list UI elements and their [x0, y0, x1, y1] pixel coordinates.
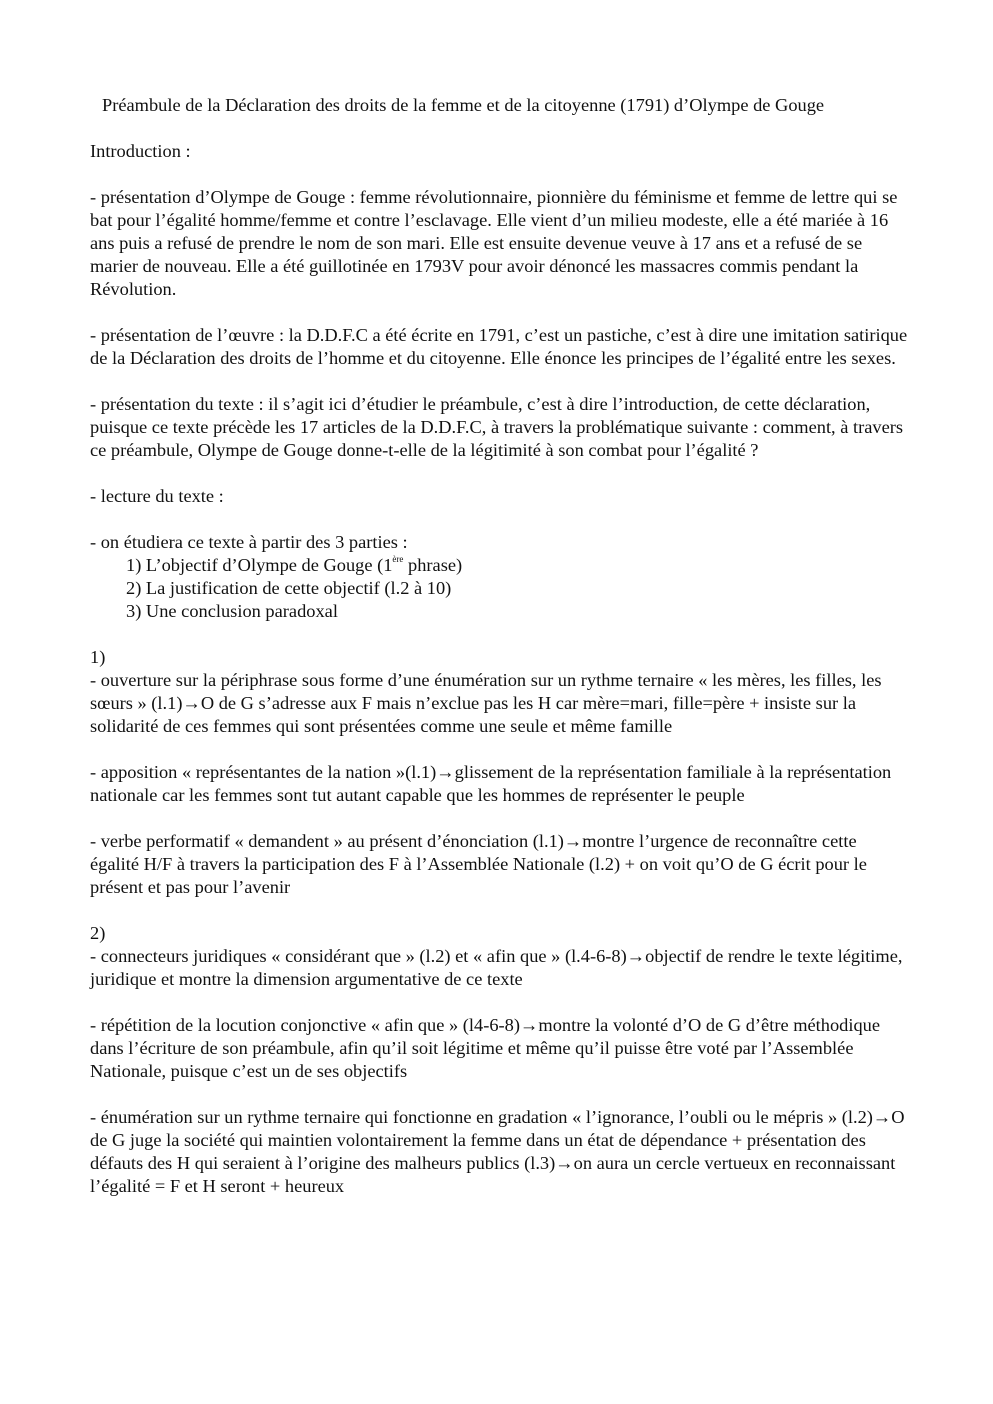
- plan-item-1-text: 1) L’objectif d’Olympe de Gouge (1: [126, 555, 393, 575]
- part1-paragraph-3: - verbe performatif « demandent » au présent d’énonciation (l.1)→montre l’urgence de reconnaître cette égalité H/F à travers la participation des F à l’Assemblée Nationale (l.2) + on voit qu’O de G écrit pour le présent et pas pour l’avenir: [90, 831, 867, 897]
- document-page: [90, 94, 910, 1221]
- plan-list: [90, 531, 910, 623]
- plan-item-1-superscript: ère: [392, 554, 404, 564]
- part2-paragraph-3: - énumération sur un rythme ternaire qui fonctionne en gradation « l’ignorance, l’oubli ou le mépris » (l.2)→O de G juge la société qui maintien volontairement la femme dans un état de dépendance + présentation des défauts des H qui seraient à l’origine des malheurs publics (l.3)→on aura un cercle vertueux en reconnaissant l’égalité = F et H seront + heureux: [90, 1107, 905, 1196]
- part2-paragraph-2: - répétition de la locution conjonctive « afin que » (l4-6-8)→montre la volonté d’O de G d’être méthodique dans l’écriture de son préambule, afin qu’il soit légitime et même qu’il puisse être voté par l’Assemblée Nationale, puisque c’est un de ses objectifs: [90, 1015, 881, 1081]
- part2-block-1: [90, 922, 910, 991]
- intro-heading: Introduction :: [90, 141, 191, 161]
- part2-heading: 2): [90, 923, 106, 943]
- document-title: Préambule de la Déclaration des droits de la femme et de la citoyenne (1791) d’Olympe de Gouge: [102, 95, 825, 115]
- intro-paragraph-work: - présentation de l’œuvre : la D.D.F.C a été écrite en 1791, c’est un pastiche, c’est à dire une imitation satirique de la Déclaration des droits de l’homme et du citoyenne. Elle énonce les principes de l’égalité entre les sexes.: [90, 325, 908, 368]
- part1-block-1: [90, 646, 910, 738]
- plan-item-1: [90, 554, 910, 577]
- part1-heading: 1): [90, 647, 106, 667]
- plan-item-3: 3) Une conclusion paradoxal: [126, 601, 338, 621]
- plan-intro: - on étudiera ce texte à partir des 3 parties :: [90, 532, 408, 552]
- intro-paragraph-author: - présentation d’Olympe de Gouge : femme révolutionnaire, pionnière du féminisme et femme de lettre qui se bat pour l’égalité homme/femme et contre l’esclavage. Elle vient d’un milieu modeste, elle a été mariée à 16 ans puis a refusé de prendre le nom de son mari. Elle est ensuite devenue veuve à 17 ans et a refusé de se marier de nouveau. Elle a été guillotinée en 1793V pour avoir dénoncé les massacres commis pendant la Révolution.: [90, 187, 898, 299]
- intro-paragraph-text: - présentation du texte : il s’agit ici d’étudier le préambule, c’est à dire l’introduction, de cette déclaration, puisque ce texte précède les 17 articles de la D.D.F.C, à travers la problématique suivante : comment, à travers ce préambule, Olympe de Gouge donne-t-elle de la légitimité à son combat pour l’égalité ?: [90, 394, 904, 460]
- plan-item-1-suffix: phrase): [403, 555, 463, 575]
- intro-paragraph-reading: - lecture du texte :: [90, 486, 224, 506]
- part1-paragraph-1: - ouverture sur la périphrase sous forme d’une énumération sur un rythme ternaire « les mères, les filles, les sœurs » (l.1)→O de G s’adresse aux F mais n’exclue pas les H car mère=mari, fille=père + insiste sur la solidarité de ces femmes qui sont présentées comme une seule et même famille: [90, 670, 882, 736]
- part2-paragraph-1: - connecteurs juridiques « considérant que » (l.2) et « afin que » (l.4-6-8)→objectif de rendre le texte légitime, juridique et montre la dimension argumentative de ce texte: [90, 946, 903, 989]
- plan-item-2: 2) La justification de cette objectif (l.2 à 10): [126, 578, 452, 598]
- part1-paragraph-2: - apposition « représentantes de la nation »(l.1)→glissement de la représentation familiale à la représentation nationale car les femmes sont tut autant capable que les hommes de représenter le peuple: [90, 762, 892, 805]
